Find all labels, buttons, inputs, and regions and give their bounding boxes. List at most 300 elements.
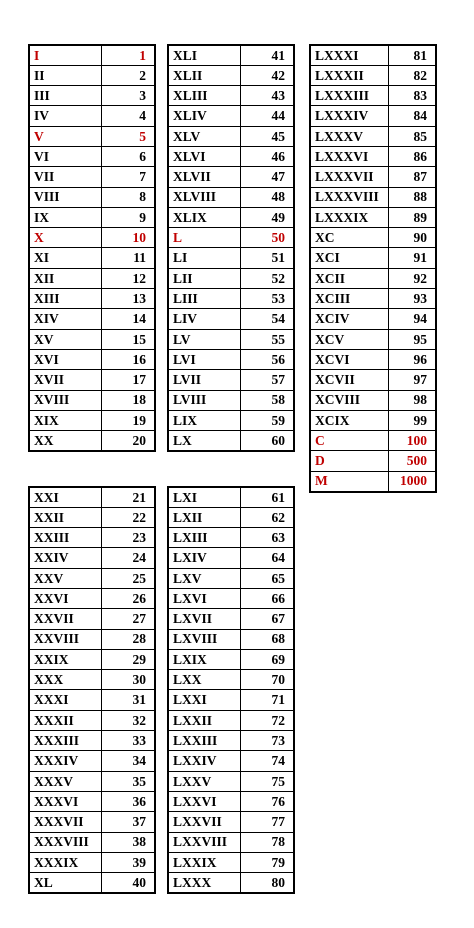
table-row <box>29 548 155 568</box>
table-row <box>310 126 436 146</box>
roman-numeral-cell: LXII <box>168 507 240 527</box>
roman-numeral-cell: XVII <box>29 370 101 390</box>
table-row <box>310 410 436 430</box>
arabic-value-cell: 66 <box>240 588 294 608</box>
arabic-value-cell: 26 <box>101 588 155 608</box>
table-row <box>29 65 155 85</box>
arabic-value-cell: 50 <box>240 228 294 248</box>
table-row <box>29 791 155 811</box>
roman-numeral-cell: XXIX <box>29 649 101 669</box>
roman-numeral-cell: LIII <box>168 289 240 309</box>
arabic-value-cell: 53 <box>240 289 294 309</box>
arabic-value-cell: 98 <box>388 390 436 410</box>
roman-numeral-cell: XXXI <box>29 690 101 710</box>
arabic-value-cell: 99 <box>388 410 436 430</box>
arabic-value-cell: 41 <box>240 45 294 65</box>
table-row <box>310 86 436 106</box>
table-row <box>168 528 294 548</box>
roman-numeral-cell: XXVIII <box>29 629 101 649</box>
table-row <box>29 349 155 369</box>
roman-table-1-to-20 <box>28 44 156 452</box>
roman-numeral-cell: LVI <box>168 349 240 369</box>
arabic-value-cell: 14 <box>101 309 155 329</box>
roman-numeral-cell: LXXIV <box>168 751 240 771</box>
table-row <box>168 268 294 288</box>
table-row <box>168 771 294 791</box>
arabic-value-cell: 67 <box>240 609 294 629</box>
arabic-value-cell: 34 <box>101 751 155 771</box>
arabic-value-cell: 57 <box>240 370 294 390</box>
arabic-value-cell: 90 <box>388 228 436 248</box>
roman-numeral-cell: LXXVI <box>168 791 240 811</box>
arabic-value-cell: 68 <box>240 629 294 649</box>
table-row <box>29 410 155 430</box>
table-row <box>29 86 155 106</box>
table-row <box>29 126 155 146</box>
arabic-value-cell: 80 <box>240 873 294 893</box>
roman-numeral-cell: XLV <box>168 126 240 146</box>
roman-numeral-cell: LXXXII <box>310 65 388 85</box>
roman-numeral-cell: XXXIX <box>29 852 101 872</box>
arabic-value-cell: 97 <box>388 370 436 390</box>
arabic-value-cell: 65 <box>240 568 294 588</box>
arabic-value-cell: 20 <box>101 431 155 451</box>
arabic-value-cell: 31 <box>101 690 155 710</box>
roman-numeral-cell: XIX <box>29 410 101 430</box>
roman-numeral-cell: C <box>310 431 388 451</box>
table-row <box>310 167 436 187</box>
roman-numeral-cell: LXXX <box>168 873 240 893</box>
roman-numeral-cell: LI <box>168 248 240 268</box>
arabic-value-cell: 96 <box>388 349 436 369</box>
roman-numeral-cell: XV <box>29 329 101 349</box>
arabic-value-cell: 19 <box>101 410 155 430</box>
arabic-value-cell: 24 <box>101 548 155 568</box>
table-row <box>29 167 155 187</box>
table-row <box>310 268 436 288</box>
roman-numeral-cell: L <box>168 228 240 248</box>
table-row <box>168 812 294 832</box>
roman-numeral-cell: LXXIII <box>168 731 240 751</box>
table-row <box>310 289 436 309</box>
table-row <box>29 731 155 751</box>
table-row <box>29 370 155 390</box>
roman-numeral-cell: XCIX <box>310 410 388 430</box>
arabic-value-cell: 7 <box>101 167 155 187</box>
table-row <box>168 45 294 65</box>
roman-numeral-cell: LIX <box>168 410 240 430</box>
arabic-value-cell: 52 <box>240 268 294 288</box>
table-row <box>168 106 294 126</box>
arabic-value-cell: 82 <box>388 65 436 85</box>
roman-numeral-cell: LXIV <box>168 548 240 568</box>
roman-numeral-cell: LXXXIII <box>310 86 388 106</box>
arabic-value-cell: 6 <box>101 146 155 166</box>
table-row <box>168 207 294 227</box>
roman-numeral-cell: XCIII <box>310 289 388 309</box>
table-row <box>168 731 294 751</box>
table-row <box>168 167 294 187</box>
arabic-value-cell: 94 <box>388 309 436 329</box>
table-row <box>29 248 155 268</box>
roman-numeral-cell: XXXIII <box>29 731 101 751</box>
table-row <box>310 390 436 410</box>
roman-numeral-cell: LXXXI <box>310 45 388 65</box>
table-row <box>29 45 155 65</box>
table-row <box>168 289 294 309</box>
arabic-value-cell: 40 <box>101 873 155 893</box>
table-row <box>168 649 294 669</box>
arabic-value-cell: 55 <box>240 329 294 349</box>
arabic-value-cell: 92 <box>388 268 436 288</box>
arabic-value-cell: 4 <box>101 106 155 126</box>
table-row <box>310 187 436 207</box>
roman-numeral-cell: XLIII <box>168 86 240 106</box>
arabic-value-cell: 100 <box>388 431 436 451</box>
roman-numeral-cell: XLII <box>168 65 240 85</box>
roman-numeral-cell: XLVIII <box>168 187 240 207</box>
roman-numeral-cell: XII <box>29 268 101 288</box>
table-row <box>310 349 436 369</box>
table-row <box>310 370 436 390</box>
arabic-value-cell: 93 <box>388 289 436 309</box>
table-row <box>168 349 294 369</box>
arabic-value-cell: 76 <box>240 791 294 811</box>
table-row <box>168 629 294 649</box>
arabic-value-cell: 33 <box>101 731 155 751</box>
table-row <box>29 670 155 690</box>
arabic-value-cell: 83 <box>388 86 436 106</box>
arabic-value-cell: 28 <box>101 629 155 649</box>
table-row <box>168 146 294 166</box>
table-row <box>168 487 294 507</box>
table-row <box>168 609 294 629</box>
table-row <box>168 126 294 146</box>
roman-numeral-cell: XLIV <box>168 106 240 126</box>
roman-numeral-cell: XXIII <box>29 528 101 548</box>
arabic-value-cell: 60 <box>240 431 294 451</box>
table-row <box>29 852 155 872</box>
roman-table-81-to-1000 <box>309 44 437 493</box>
arabic-value-cell: 21 <box>101 487 155 507</box>
roman-numeral-cell: XXV <box>29 568 101 588</box>
roman-numeral-cell: XXIV <box>29 548 101 568</box>
roman-numeral-cell: LXIII <box>168 528 240 548</box>
roman-numeral-cell: XXXVI <box>29 791 101 811</box>
table-row <box>310 65 436 85</box>
table-row <box>29 146 155 166</box>
arabic-value-cell: 59 <box>240 410 294 430</box>
table-row <box>168 86 294 106</box>
arabic-value-cell: 16 <box>101 349 155 369</box>
arabic-value-cell: 500 <box>388 451 436 471</box>
roman-numeral-cell: LII <box>168 268 240 288</box>
arabic-value-cell: 48 <box>240 187 294 207</box>
table-row <box>29 187 155 207</box>
roman-table-21-to-40 <box>28 486 156 894</box>
arabic-value-cell: 89 <box>388 207 436 227</box>
arabic-value-cell: 11 <box>101 248 155 268</box>
roman-numeral-cell: LXXXIX <box>310 207 388 227</box>
roman-numeral-cell: LXXXVII <box>310 167 388 187</box>
table-row <box>310 329 436 349</box>
arabic-value-cell: 56 <box>240 349 294 369</box>
table-row <box>29 289 155 309</box>
roman-numeral-cell: LXXV <box>168 771 240 791</box>
table-row <box>168 873 294 893</box>
arabic-value-cell: 27 <box>101 609 155 629</box>
roman-numeral-cell: LVII <box>168 370 240 390</box>
roman-numeral-cell: LXI <box>168 487 240 507</box>
arabic-value-cell: 5 <box>101 126 155 146</box>
table-row <box>29 710 155 730</box>
roman-numeral-cell: XCVIII <box>310 390 388 410</box>
arabic-value-cell: 36 <box>101 791 155 811</box>
roman-numeral-cell: XXXIV <box>29 751 101 771</box>
arabic-value-cell: 42 <box>240 65 294 85</box>
roman-numeral-cell: LVIII <box>168 390 240 410</box>
roman-numeral-cell: XXI <box>29 487 101 507</box>
roman-numeral-cell: XC <box>310 228 388 248</box>
roman-numeral-cell: VI <box>29 146 101 166</box>
arabic-value-cell: 72 <box>240 710 294 730</box>
table-row <box>168 370 294 390</box>
arabic-value-cell: 18 <box>101 390 155 410</box>
table-row <box>29 309 155 329</box>
arabic-value-cell: 51 <box>240 248 294 268</box>
roman-numeral-cell: I <box>29 45 101 65</box>
table-row <box>29 812 155 832</box>
roman-numeral-cell: LXXII <box>168 710 240 730</box>
table-row <box>168 187 294 207</box>
arabic-value-cell: 43 <box>240 86 294 106</box>
roman-numeral-cell: LXIX <box>168 649 240 669</box>
roman-numeral-cell: XI <box>29 248 101 268</box>
arabic-value-cell: 54 <box>240 309 294 329</box>
roman-numeral-cell: XXXVII <box>29 812 101 832</box>
roman-numeral-cell: XLI <box>168 45 240 65</box>
roman-numeral-cell: XXVII <box>29 609 101 629</box>
table-row <box>29 106 155 126</box>
roman-numeral-cell: XXVI <box>29 588 101 608</box>
roman-numeral-cell: LXVIII <box>168 629 240 649</box>
table-row <box>310 228 436 248</box>
arabic-value-cell: 75 <box>240 771 294 791</box>
roman-numeral-cell: XCIV <box>310 309 388 329</box>
table-row <box>310 431 436 451</box>
arabic-value-cell: 87 <box>388 167 436 187</box>
roman-numeral-cell: LXXXV <box>310 126 388 146</box>
arabic-value-cell: 49 <box>240 207 294 227</box>
table-row <box>168 751 294 771</box>
table-row <box>168 588 294 608</box>
table-row <box>29 629 155 649</box>
arabic-value-cell: 17 <box>101 370 155 390</box>
roman-numeral-cell: XXXV <box>29 771 101 791</box>
arabic-value-cell: 23 <box>101 528 155 548</box>
roman-numeral-cell: LIV <box>168 309 240 329</box>
arabic-value-cell: 77 <box>240 812 294 832</box>
table-row <box>168 852 294 872</box>
table-row <box>310 106 436 126</box>
table-row <box>310 451 436 471</box>
arabic-value-cell: 37 <box>101 812 155 832</box>
arabic-value-cell: 71 <box>240 690 294 710</box>
arabic-value-cell: 38 <box>101 832 155 852</box>
table-row <box>29 751 155 771</box>
arabic-value-cell: 78 <box>240 832 294 852</box>
roman-numeral-cell: VIII <box>29 187 101 207</box>
table-row <box>168 329 294 349</box>
roman-numeral-cell: XXII <box>29 507 101 527</box>
table-row <box>168 410 294 430</box>
roman-numeral-cell: LXXVII <box>168 812 240 832</box>
arabic-value-cell: 30 <box>101 670 155 690</box>
arabic-value-cell: 44 <box>240 106 294 126</box>
roman-numeral-cell: LV <box>168 329 240 349</box>
roman-numeral-cell: XL <box>29 873 101 893</box>
table-row <box>29 268 155 288</box>
table-row <box>29 873 155 893</box>
table-row <box>310 471 436 491</box>
roman-numeral-cell: XXXII <box>29 710 101 730</box>
roman-numeral-cell: LXXIX <box>168 852 240 872</box>
arabic-value-cell: 3 <box>101 86 155 106</box>
roman-numeral-cell: XCV <box>310 329 388 349</box>
table-row <box>29 207 155 227</box>
table-row <box>29 832 155 852</box>
roman-numeral-cell: III <box>29 86 101 106</box>
table-row <box>168 568 294 588</box>
roman-numeral-cell: XIII <box>29 289 101 309</box>
arabic-value-cell: 39 <box>101 852 155 872</box>
roman-numeral-cell: D <box>310 451 388 471</box>
arabic-value-cell: 12 <box>101 268 155 288</box>
roman-numeral-cell: XLVII <box>168 167 240 187</box>
table-row <box>29 390 155 410</box>
roman-numeral-cell: M <box>310 471 388 491</box>
arabic-value-cell: 25 <box>101 568 155 588</box>
table-row <box>168 548 294 568</box>
table-row <box>29 690 155 710</box>
arabic-value-cell: 13 <box>101 289 155 309</box>
arabic-value-cell: 2 <box>101 65 155 85</box>
arabic-value-cell: 63 <box>240 528 294 548</box>
arabic-value-cell: 10 <box>101 228 155 248</box>
roman-numeral-cell: XXXVIII <box>29 832 101 852</box>
roman-numeral-cell: LXXVIII <box>168 832 240 852</box>
arabic-value-cell: 86 <box>388 146 436 166</box>
roman-numeral-cell: LXXXIV <box>310 106 388 126</box>
table-row <box>29 649 155 669</box>
arabic-value-cell: 64 <box>240 548 294 568</box>
table-row <box>168 431 294 451</box>
table-row <box>168 309 294 329</box>
arabic-value-cell: 73 <box>240 731 294 751</box>
roman-numeral-cell: XCI <box>310 248 388 268</box>
arabic-value-cell: 95 <box>388 329 436 349</box>
arabic-value-cell: 74 <box>240 751 294 771</box>
table-row <box>29 588 155 608</box>
roman-numeral-cell: LXXI <box>168 690 240 710</box>
roman-numeral-cell: XVI <box>29 349 101 369</box>
table-row <box>310 146 436 166</box>
arabic-value-cell: 35 <box>101 771 155 791</box>
table-row <box>168 710 294 730</box>
arabic-value-cell: 70 <box>240 670 294 690</box>
table-row <box>29 487 155 507</box>
roman-numeral-cell: XLVI <box>168 146 240 166</box>
roman-numeral-cell: XVIII <box>29 390 101 410</box>
table-row <box>29 228 155 248</box>
table-row <box>168 65 294 85</box>
roman-numeral-cell: XCVII <box>310 370 388 390</box>
arabic-value-cell: 32 <box>101 710 155 730</box>
roman-numeral-cell: V <box>29 126 101 146</box>
arabic-value-cell: 45 <box>240 126 294 146</box>
arabic-value-cell: 29 <box>101 649 155 669</box>
arabic-value-cell: 46 <box>240 146 294 166</box>
roman-numeral-cell: XCII <box>310 268 388 288</box>
roman-numeral-cell: XLIX <box>168 207 240 227</box>
table-row <box>168 832 294 852</box>
arabic-value-cell: 1000 <box>388 471 436 491</box>
roman-numeral-cell: LXX <box>168 670 240 690</box>
roman-numeral-cell: LXXXVIII <box>310 187 388 207</box>
roman-numeral-cell: XXX <box>29 670 101 690</box>
table-row <box>29 528 155 548</box>
roman-numeral-cell: LXVII <box>168 609 240 629</box>
arabic-value-cell: 85 <box>388 126 436 146</box>
arabic-value-cell: 15 <box>101 329 155 349</box>
table-row <box>29 431 155 451</box>
table-row <box>310 207 436 227</box>
table-row <box>168 248 294 268</box>
arabic-value-cell: 62 <box>240 507 294 527</box>
table-row <box>29 507 155 527</box>
arabic-value-cell: 47 <box>240 167 294 187</box>
roman-table-41-to-60 <box>167 44 295 452</box>
roman-table-61-to-80 <box>167 486 295 894</box>
arabic-value-cell: 8 <box>101 187 155 207</box>
table-row <box>29 568 155 588</box>
table-row <box>310 45 436 65</box>
table-row <box>29 329 155 349</box>
table-row <box>310 309 436 329</box>
arabic-value-cell: 22 <box>101 507 155 527</box>
table-row <box>310 248 436 268</box>
roman-numeral-cell: XX <box>29 431 101 451</box>
roman-numeral-cell: LXVI <box>168 588 240 608</box>
arabic-value-cell: 88 <box>388 187 436 207</box>
arabic-value-cell: 84 <box>388 106 436 126</box>
table-row <box>29 771 155 791</box>
table-row <box>29 609 155 629</box>
table-row <box>168 390 294 410</box>
arabic-value-cell: 69 <box>240 649 294 669</box>
roman-numeral-cell: XCVI <box>310 349 388 369</box>
roman-numeral-cell: II <box>29 65 101 85</box>
table-row <box>168 507 294 527</box>
roman-numeral-cell: IV <box>29 106 101 126</box>
arabic-value-cell: 81 <box>388 45 436 65</box>
roman-numeral-cell: LXV <box>168 568 240 588</box>
arabic-value-cell: 1 <box>101 45 155 65</box>
roman-numeral-cell: X <box>29 228 101 248</box>
arabic-value-cell: 91 <box>388 248 436 268</box>
roman-numeral-cell: LX <box>168 431 240 451</box>
table-row <box>168 791 294 811</box>
